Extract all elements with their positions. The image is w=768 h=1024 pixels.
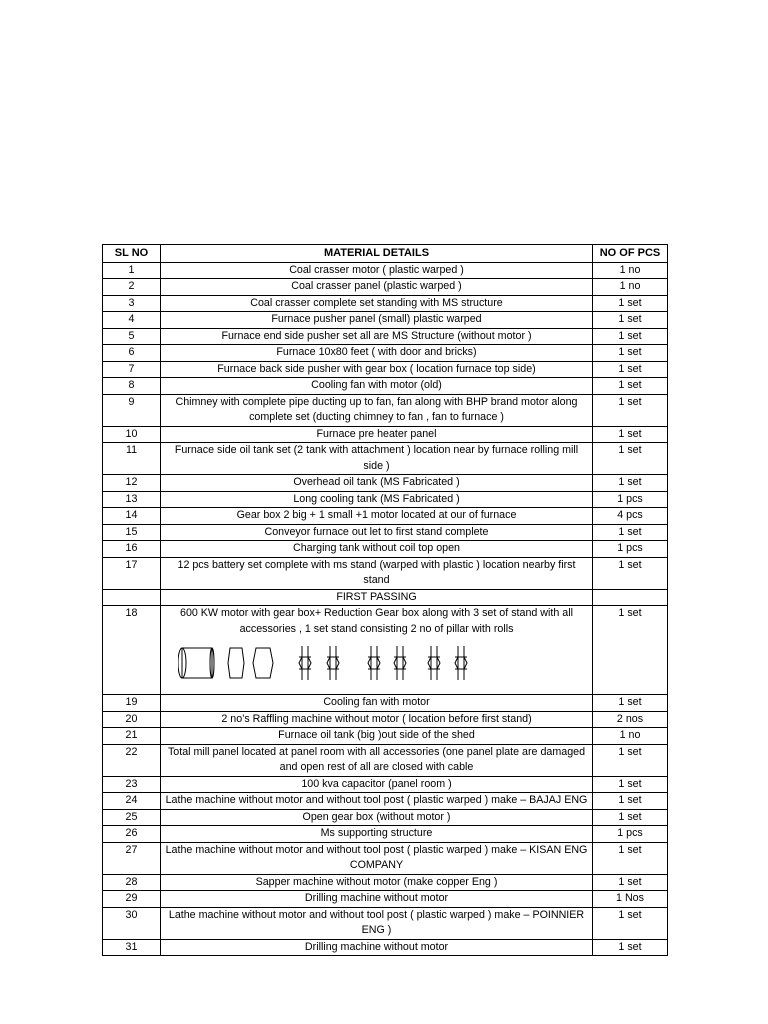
row-material: 2 no’s Raffling machine without motor ( location before first stand) xyxy=(161,711,593,728)
table-row xyxy=(103,606,668,695)
row-sl: 9 xyxy=(103,394,161,426)
row-material: Furnace 10x80 feet ( with door and bricks) xyxy=(161,345,593,362)
row-qty: 1 no xyxy=(593,728,668,745)
row-material: Lathe machine without motor and without tool post ( plastic warped ) make – BAJAJ ENG xyxy=(161,793,593,810)
row-qty: 2 nos xyxy=(593,711,668,728)
row-material: Drilling machine without motor xyxy=(161,939,593,956)
row-material: Conveyor furnace out let to first stand complete xyxy=(161,524,593,541)
row-qty: 1 set xyxy=(593,874,668,891)
row-qty: 1 set xyxy=(593,842,668,874)
pillar-shape xyxy=(299,646,311,680)
row-qty: 1 no xyxy=(593,262,668,279)
row-sl: 29 xyxy=(103,891,161,908)
row-qty: 1 set xyxy=(593,907,668,939)
row-sl: 14 xyxy=(103,508,161,525)
row-sl: 18 xyxy=(103,606,161,695)
row-material: Sapper machine without motor (make copper Eng ) xyxy=(161,874,593,891)
row-sl: 11 xyxy=(103,443,161,475)
row-material: 100 kva capacitor (panel room ) xyxy=(161,776,593,793)
row-material: Overhead oil tank (MS Fabricated ) xyxy=(161,475,593,492)
row-sl: 2 xyxy=(103,279,161,296)
row-material: Charging tank without coil top open xyxy=(161,541,593,558)
header-material-details: MATERIAL DETAILS xyxy=(161,245,593,263)
table-row xyxy=(103,907,668,939)
row-sl: 10 xyxy=(103,426,161,443)
row-qty: 1 set xyxy=(593,793,668,810)
material-table xyxy=(102,244,668,956)
row-sl: 13 xyxy=(103,491,161,508)
row-material: Furnace end side pusher set all are MS Structure (without motor ) xyxy=(161,328,593,345)
table-row xyxy=(103,475,668,492)
table-row xyxy=(103,378,668,395)
row-qty: 1 set xyxy=(593,809,668,826)
row-material: Lathe machine without motor and without tool post ( plastic warped ) make – POINNIER ENG ) xyxy=(161,907,593,939)
row-sl: 22 xyxy=(103,744,161,776)
row-sl: 25 xyxy=(103,809,161,826)
table-row xyxy=(103,939,668,956)
table-row xyxy=(103,776,668,793)
row-sl: 7 xyxy=(103,361,161,378)
table-row xyxy=(103,279,668,296)
row-qty: 1 set xyxy=(593,312,668,329)
row-qty: 4 pcs xyxy=(593,508,668,525)
row-qty: 1 set xyxy=(593,361,668,378)
row-material: Furnace pusher panel (small) plastic warped xyxy=(161,312,593,329)
table-row xyxy=(103,728,668,745)
row-sl: 24 xyxy=(103,793,161,810)
section-title: FIRST PASSING xyxy=(161,589,593,606)
table-row xyxy=(103,295,668,312)
row-material: Cooling fan with motor (old) xyxy=(161,378,593,395)
row-material: Lathe machine without motor and without tool post ( plastic warped ) make – KISAN ENG COMPANY xyxy=(161,842,593,874)
row-material: Coal crasser motor ( plastic warped ) xyxy=(161,262,593,279)
pillar-shape xyxy=(455,646,467,680)
row-qty: 1 set xyxy=(593,776,668,793)
table-row xyxy=(103,426,668,443)
row-material-text: 600 KW motor with gear box+ Reduction Gear box along with 3 set of stand with all accessories , 1 set stand consisting 2 no of pillar with rolls xyxy=(180,607,573,635)
row-material: Drilling machine without motor xyxy=(161,891,593,908)
table-body-part-b xyxy=(103,695,668,956)
row-qty: 1 set xyxy=(593,939,668,956)
row-sl: 27 xyxy=(103,842,161,874)
row-material: Total mill panel located at panel room with all accessories (one panel plate are damaged and open rest of all are closed with cable xyxy=(161,744,593,776)
table-row xyxy=(103,328,668,345)
pillar-shape xyxy=(368,646,380,680)
row-sl: 21 xyxy=(103,728,161,745)
row-sl: 19 xyxy=(103,695,161,712)
row-material: Long cooling tank (MS Fabricated ) xyxy=(161,491,593,508)
section-spacer-right xyxy=(593,589,668,606)
roll-shape xyxy=(178,648,214,678)
row-sl: 15 xyxy=(103,524,161,541)
row-sl: 16 xyxy=(103,541,161,558)
row-qty: 1 set xyxy=(593,345,668,362)
header-no-of-pcs: NO OF PCS xyxy=(593,245,668,263)
row-sl: 1 xyxy=(103,262,161,279)
row-sl: 23 xyxy=(103,776,161,793)
rolls-and-pillars-drawing xyxy=(164,643,589,689)
table-row xyxy=(103,361,668,378)
row-qty: 1 pcs xyxy=(593,491,668,508)
table-row xyxy=(103,262,668,279)
pillar-shape xyxy=(394,646,406,680)
row-material: Ms supporting structure xyxy=(161,826,593,843)
row-material: Chimney with complete pipe ducting up to fan, fan along with BHP brand motor along complete set (ducting chimney to fan , fan to furnace ) xyxy=(161,394,593,426)
table-row xyxy=(103,443,668,475)
row-qty: 1 pcs xyxy=(593,826,668,843)
table-row xyxy=(103,345,668,362)
table-row xyxy=(103,711,668,728)
pillar-shape xyxy=(327,646,339,680)
table-row xyxy=(103,826,668,843)
table-row xyxy=(103,891,668,908)
table-row xyxy=(103,508,668,525)
row-sl: 20 xyxy=(103,711,161,728)
row-qty: 1 Nos xyxy=(593,891,668,908)
row-qty: 1 set xyxy=(593,426,668,443)
row-material: Gear box 2 big + 1 small +1 motor located at our of furnace xyxy=(161,508,593,525)
row-material: Furnace side oil tank set (2 tank with attachment ) location near by furnace rolling mill side ) xyxy=(161,443,593,475)
row-material: 12 pcs battery set complete with ms stand (warped with plastic ) location nearby first stand xyxy=(161,557,593,589)
section-spacer-left xyxy=(103,589,161,606)
row-qty: 1 set xyxy=(593,524,668,541)
row-qty: 1 set xyxy=(593,557,668,589)
roll-shape xyxy=(253,648,273,678)
row-sl: 26 xyxy=(103,826,161,843)
roll-parts-illustration xyxy=(178,643,478,683)
row-sl: 8 xyxy=(103,378,161,395)
row-sl: 6 xyxy=(103,345,161,362)
row-sl: 30 xyxy=(103,907,161,939)
row-material: Furnace pre heater panel xyxy=(161,426,593,443)
table-body-part-a xyxy=(103,262,668,589)
row-material: Coal crasser panel (plastic warped ) xyxy=(161,279,593,296)
row-sl: 17 xyxy=(103,557,161,589)
row-material: Coal crasser complete set standing with MS structure xyxy=(161,295,593,312)
table-row xyxy=(103,491,668,508)
row-sl: 5 xyxy=(103,328,161,345)
row-qty: 1 set xyxy=(593,378,668,395)
row-sl: 12 xyxy=(103,475,161,492)
header-row xyxy=(103,245,668,263)
row-qty: 1 set xyxy=(593,443,668,475)
row-material: Open gear box (without motor ) xyxy=(161,809,593,826)
table-row xyxy=(103,312,668,329)
row-sl: 28 xyxy=(103,874,161,891)
header-sl-no: SL NO xyxy=(103,245,161,263)
row-qty: 1 no xyxy=(593,279,668,296)
section-first-passing xyxy=(103,589,668,695)
row-material: Furnace oil tank (big )out side of the shed xyxy=(161,728,593,745)
row-qty: 1 set xyxy=(593,606,668,695)
row-qty: 1 set xyxy=(593,744,668,776)
table-row xyxy=(103,541,668,558)
row-qty: 1 set xyxy=(593,695,668,712)
row-material: Cooling fan with motor xyxy=(161,695,593,712)
row-sl: 31 xyxy=(103,939,161,956)
table-row xyxy=(103,809,668,826)
row-material xyxy=(161,606,593,695)
row-material: Furnace back side pusher with gear box ( location furnace top side) xyxy=(161,361,593,378)
table-row xyxy=(103,842,668,874)
row-qty: 1 set xyxy=(593,475,668,492)
row-qty: 1 pcs xyxy=(593,541,668,558)
table-row xyxy=(103,874,668,891)
row-sl: 3 xyxy=(103,295,161,312)
table-row xyxy=(103,793,668,810)
roll-shape xyxy=(228,648,244,678)
row-qty: 1 set xyxy=(593,295,668,312)
table-row xyxy=(103,394,668,426)
pillar-shape xyxy=(428,646,440,680)
table-row xyxy=(103,695,668,712)
table-row xyxy=(103,557,668,589)
table-row xyxy=(103,524,668,541)
table-row xyxy=(103,744,668,776)
row-qty: 1 set xyxy=(593,394,668,426)
row-sl: 4 xyxy=(103,312,161,329)
section-row xyxy=(103,589,668,606)
row-qty: 1 set xyxy=(593,328,668,345)
